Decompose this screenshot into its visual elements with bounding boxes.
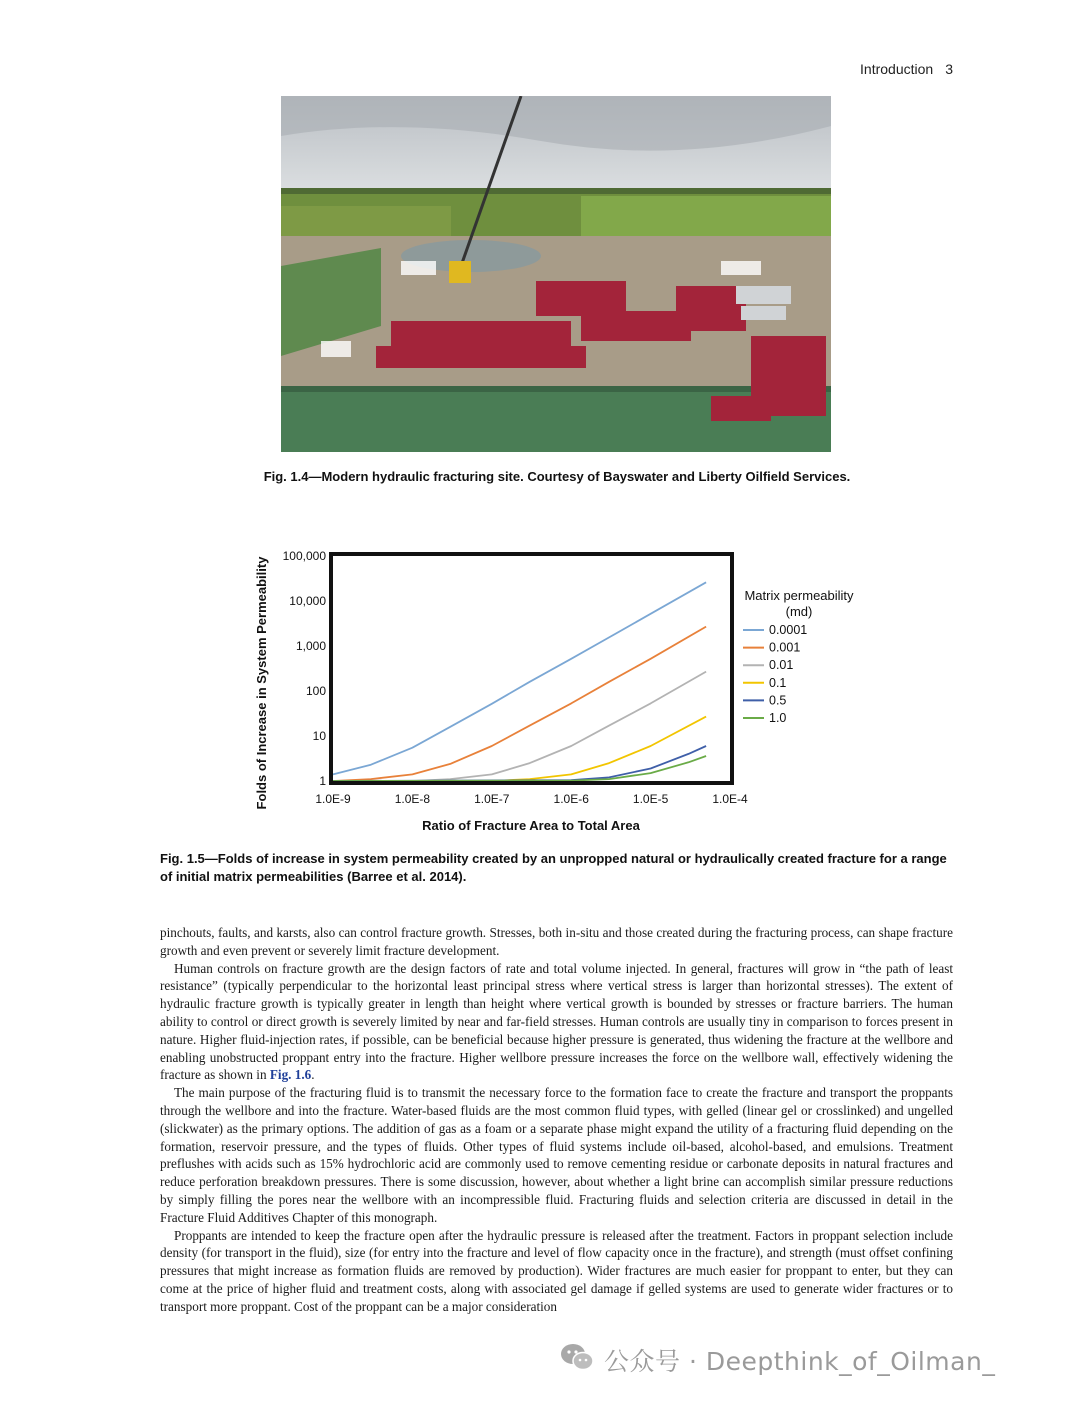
paragraph: Human controls on fracture growth are the design factors of rate and total volume injected. In general, fractures will grow in “the path of least resistance” (typically perpendicular to the horizontal least principal stress where vertical stress is larger than horizontal stresses). The extent of hydraulic fracture growth is typically greater in length than height where vertical growth is bounded by stresses or fracture barriers. The human ability to control or direct growth is severely limited by near and far-field stresses. Human controls are usually tiny in comparison to forces present in nature. Higher fluid-injection rates, if possible, can be beneficial because higher pressure is generated, thus widening the fracture at the wellbore and enabling unobstructed proppant entry into the fracture. Higher wellbore pressure increases the force on the wellbore wall, effectively widening the fracture as shown in Fig. 1.6.	[160, 960, 953, 1083]
legend-entry: 0.01	[769, 658, 794, 673]
legend-entry: 0.0001	[769, 623, 808, 637]
page-number: 3	[945, 61, 953, 77]
permeability-chart	[240, 525, 880, 840]
legend-title: (md)	[785, 604, 813, 619]
body-text	[160, 924, 953, 1316]
paragraph: pinchouts, faults, and karsts, also can control fracture growth. Stresses, both in-situ and those created during the fracturing process, can shape fracture growth and even prevent or severely limit fracture development.	[160, 925, 953, 958]
legend	[743, 588, 854, 725]
x-tick-label: 1.0E-9	[315, 792, 351, 806]
legend-title: Matrix permeability	[744, 588, 854, 603]
y-axis-label: Folds of Increase in System Permeability	[254, 556, 269, 810]
y-tick-label: 10,000	[289, 594, 326, 608]
x-tick-label: 1.0E-7	[474, 792, 510, 806]
x-tick-label: 1.0E-6	[553, 792, 589, 806]
series-line-0_1	[333, 717, 706, 781]
wechat-icon	[560, 1342, 594, 1378]
y-tick-label: 100	[305, 684, 326, 698]
plot-frame	[331, 554, 732, 783]
figure-1-6-link[interactable]: Fig. 1.6	[269, 1067, 312, 1083]
x-tick-label: 1.0E-5	[632, 792, 669, 806]
figure-1-4-caption: Fig. 1.4—Modern hydraulic fracturing site. Courtesy of Bayswater and Liberty Oilfield Services.	[263, 469, 851, 484]
x-tick-label: 1.0E-8	[394, 792, 431, 806]
legend-entry: 0.1	[769, 675, 787, 690]
series-line-0_5	[333, 746, 706, 781]
y-tick-label: 10	[312, 729, 326, 743]
x-axis-label: Ratio of Fracture Area to Total Area	[422, 818, 640, 833]
legend-entry: 0.001	[769, 640, 801, 655]
running-head	[860, 61, 953, 77]
watermark-text: 公众号 · Deepthink_of_Oilman_	[604, 1347, 996, 1376]
x-tick-label: 1.0E-4	[712, 792, 748, 806]
paragraph: The main purpose of the fracturing fluid is to transmit the necessary force to the formation face to create the fracture and transport the proppants through the wellbore and into the fracture. Water-based fluids are the most common fluid types, with gelled (linear gel or crosslinked) and ungelled (slickwater) as the primary options. The addition of gas as a foam or a separate phase might expand the utility of a fracturing fluid depending on the formation, reservoir pressure, and the types of fluids. Other types of fluid systems include oil-based, alcohol-based, and emulsions. Treatment preflushes with acids such as 15% hydrochloric acid are commonly used to remove cementing residue or carbonate deposits in natural fractures and reduce perforation breakdown pressures. There is some discussion, however, about whether a light brine can accomplish similar pressure reductions by simply filling the pores near the wellbore with an incompressible fluid. Fracturing fluids and selection criteria are discussed in detail in the Fracture Fluid Additives Chapter of this monograph.	[160, 1085, 953, 1225]
watermark	[560, 1340, 995, 1380]
fracturing-site-photo	[281, 96, 831, 452]
legend-entry: 0.5	[769, 693, 787, 708]
legend-entry: 1.0	[769, 711, 787, 725]
y-tick-label: 100,000	[282, 549, 326, 563]
figure-1-5-caption: Fig. 1.5—Folds of increase in system permeability created by an unpropped natural or hydraulically created fracture for a range of initial matrix permeabilities (Barree et al. 2014).	[160, 851, 947, 884]
y-tick-label: 1	[319, 774, 326, 788]
paragraph: Proppants are intended to keep the fracture open after the hydraulic pressure is released after the treatment. Factors in proppant selection include density (for transport in the fluid), size (for entry into the fracture and level of flow capacity once in the fracture), and strength (must offset confining pressures that might increase as formation fluids are removed by production). Wider fractures are much easier for proppant to enter, but they can come at the price of higher fluid and treatment costs, along with associated gel damage if gelled systems are used to generate wider fractures or to transport more proppant. Cost of the proppant can be a major consideration	[160, 1227, 953, 1314]
section-title: Introduction	[860, 61, 934, 77]
y-tick-label: 1,000	[295, 639, 326, 653]
